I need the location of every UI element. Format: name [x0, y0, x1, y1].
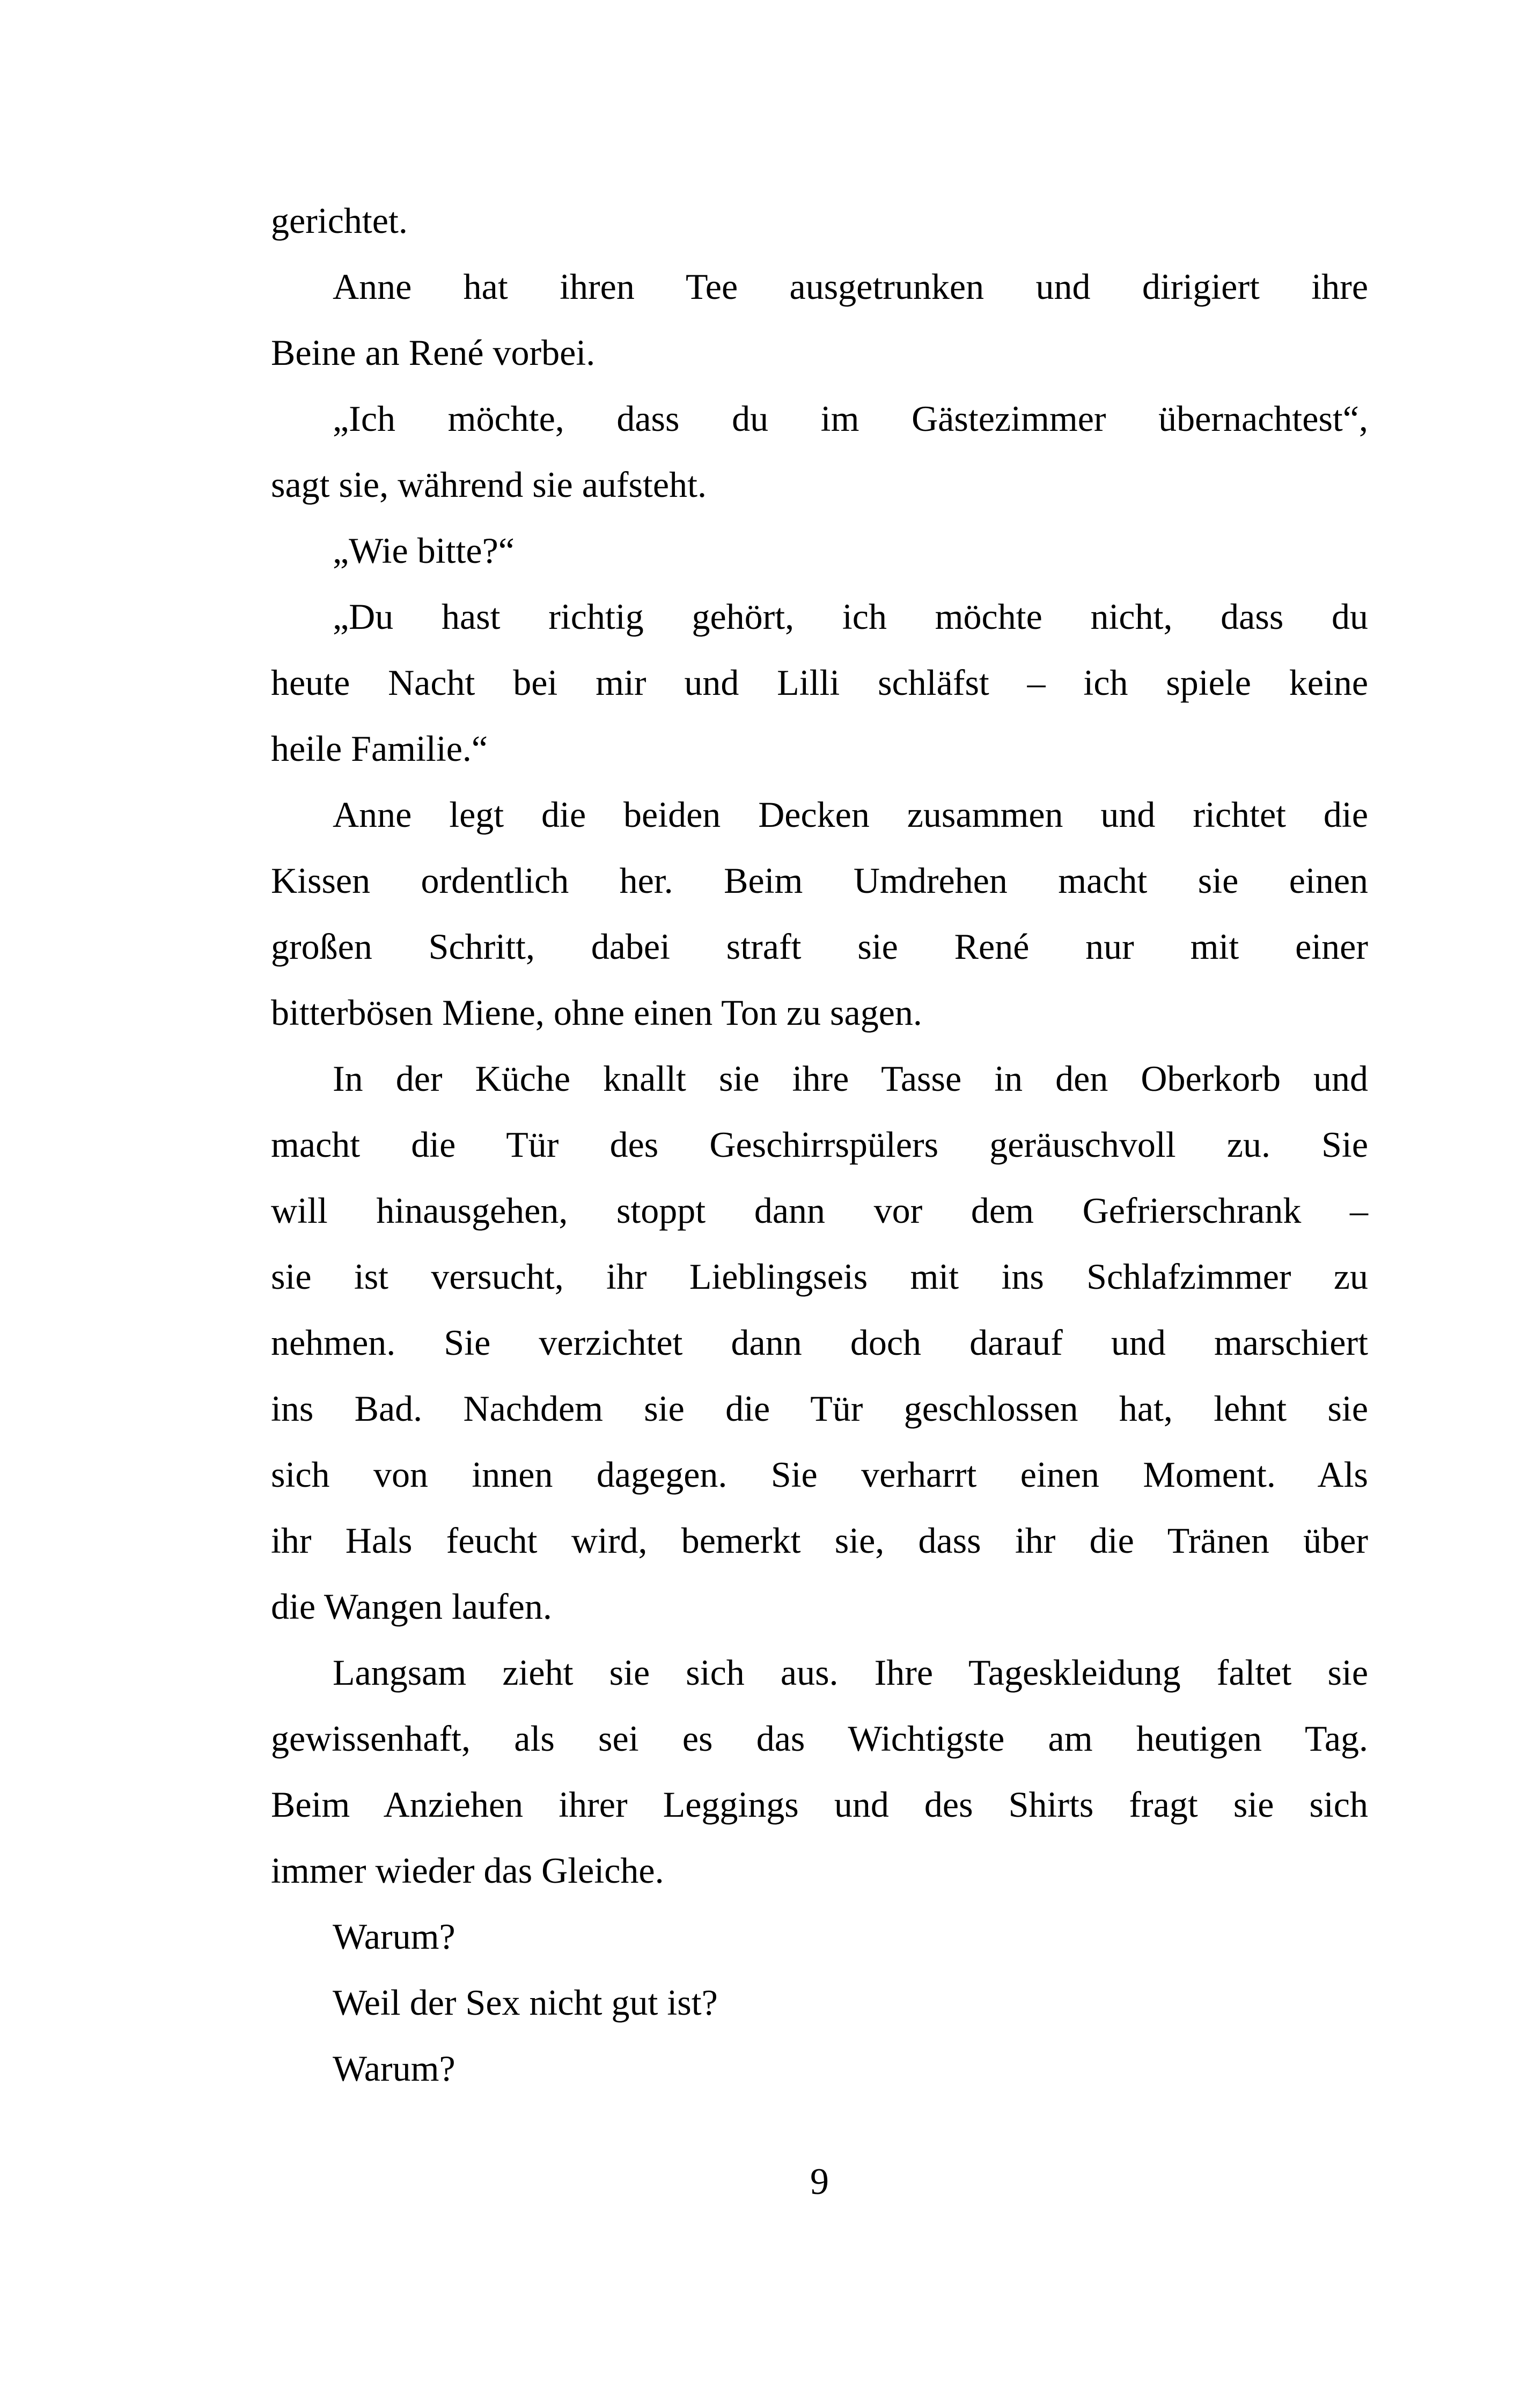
text-line: In der Küche knallt sie ihre Tasse in den Oberkorb und: [333, 1058, 1368, 1099]
text-line: sie ist versucht, ihr Lieblingseis mit ins Schlafzimmer zu: [271, 1256, 1368, 1297]
text-line: bitterbösen Miene, ohne einen Ton zu sagen.: [271, 992, 922, 1033]
text-block: [271, 188, 1368, 2102]
text-line: die Wangen laufen.: [271, 1586, 552, 1627]
text-line: Langsam zieht sie sich aus. Ihre Tageskleidung faltet sie: [333, 1652, 1368, 1693]
text-line: ihr Hals feucht wird, bemerkt sie, dass ihr die Tränen über: [271, 1520, 1368, 1561]
text-line: Beine an René vorbei.: [271, 332, 596, 373]
text-line: Beim Anziehen ihrer Leggings und des Shirts fragt sie sich: [271, 1784, 1368, 1825]
text-line: Anne legt die beiden Decken zusammen und richtet die: [333, 794, 1368, 835]
text-line: „Ich möchte, dass du im Gästezimmer übernachtest“,: [333, 398, 1368, 439]
text-line: „Du hast richtig gehört, ich möchte nicht, dass du: [333, 596, 1368, 637]
text-line: Warum?: [333, 1916, 455, 1957]
text-line: sagt sie, während sie aufsteht.: [271, 464, 707, 505]
text-line: Kissen ordentlich her. Beim Umdrehen macht sie einen: [271, 860, 1368, 901]
text-line: Warum?: [333, 2048, 455, 2089]
text-line: macht die Tür des Geschirrspülers geräuschvoll zu. Sie: [271, 1124, 1368, 1165]
text-line: ins Bad. Nachdem sie die Tür geschlossen hat, lehnt sie: [271, 1388, 1368, 1429]
text-line: großen Schritt, dabei straft sie René nur mit einer: [271, 926, 1368, 967]
text-line: gerichtet.: [271, 200, 408, 241]
text-line: Weil der Sex nicht gut ist?: [333, 1982, 718, 2023]
page-number: 9: [810, 2161, 829, 2203]
text-line: nehmen. Sie verzichtet dann doch darauf und marschiert: [271, 1322, 1368, 1363]
text-line: sich von innen dagegen. Sie verharrt einen Moment. Als: [271, 1454, 1368, 1495]
text-line: heute Nacht bei mir und Lilli schläfst – ich spiele keine: [271, 662, 1368, 703]
text-line: gewissenhaft, als sei es das Wichtigste am heutigen Tag.: [271, 1718, 1368, 1759]
text-line: Anne hat ihren Tee ausgetrunken und dirigiert ihre: [333, 266, 1368, 307]
text-line: will hinausgehen, stoppt dann vor dem Gefrierschrank –: [271, 1190, 1368, 1231]
text-line: heile Familie.“: [271, 728, 488, 769]
text-line: immer wieder das Gleiche.: [271, 1850, 664, 1891]
text-line: „Wie bitte?“: [333, 530, 515, 571]
